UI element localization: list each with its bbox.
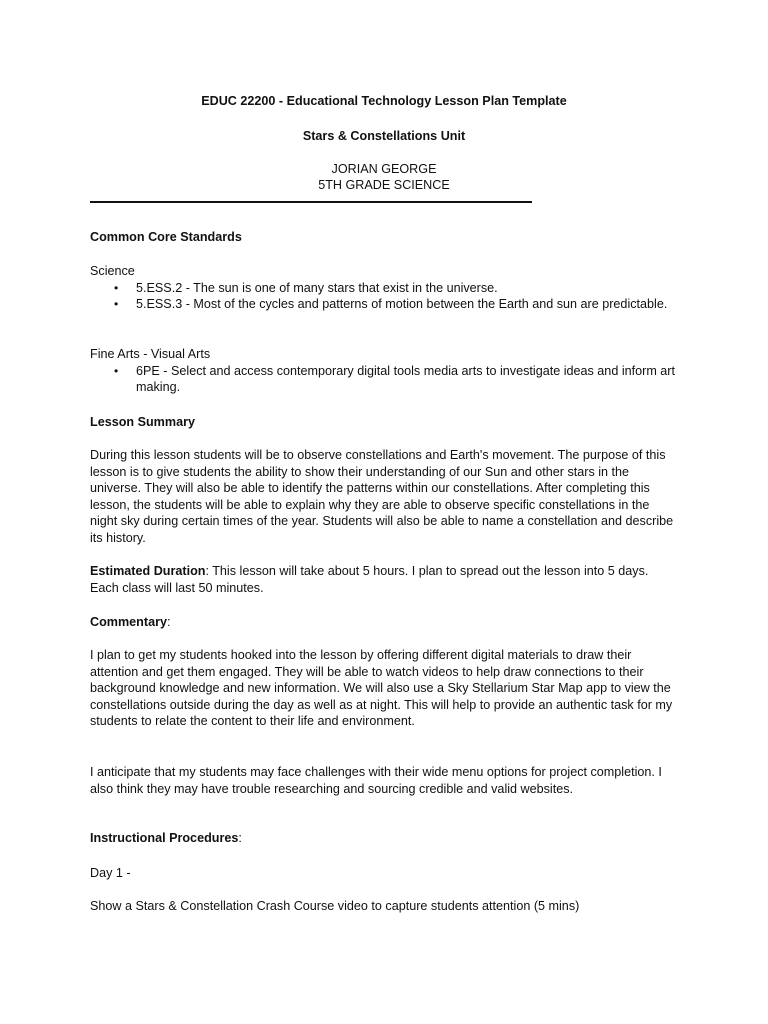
arts-label: Fine Arts - Visual Arts <box>90 347 211 361</box>
bullet-icon: • <box>114 280 119 295</box>
duration-label: Estimated Duration <box>90 564 206 578</box>
duration-paragraph <box>90 563 680 596</box>
procedures-heading-line <box>90 830 680 847</box>
procedure-step: Show a Stars & Constellation Crash Course video to capture students attention (5 mins) <box>90 899 580 913</box>
summary-heading: Lesson Summary <box>90 415 195 429</box>
standard-text: 6PE - Select and access contemporary digital tools media arts to investigate ideas and inform art making. <box>136 363 676 395</box>
bullet-icon: • <box>114 363 119 378</box>
day-label: Day 1 - <box>90 866 131 880</box>
header-divider <box>90 201 532 203</box>
standard-text: 5.ESS.3 - Most of the cycles and patterns of motion between the Earth and sun are predictable. <box>136 297 668 312</box>
grade-subject: 5TH GRADE SCIENCE <box>318 178 450 192</box>
arts-standards <box>90 346 680 396</box>
duration-text: : This lesson will take about 5 hours. I plan to spread out the lesson into 5 days. Each class will last 50 minutes. <box>90 564 649 595</box>
standard-text: 5.ESS.2 - The sun is one of many stars that exist in the universe. <box>136 280 498 295</box>
unit-title: Stars & Constellations Unit <box>302 129 466 143</box>
procedures-heading: Instructional Procedures <box>90 831 239 845</box>
bullet-icon: • <box>114 297 119 312</box>
arts-list <box>90 363 680 396</box>
science-label: Science <box>90 264 135 278</box>
commentary-heading: Commentary <box>90 615 167 629</box>
science-list <box>90 280 680 313</box>
commentary-paragraph-2: I anticipate that my students may face challenges with their wide menu options for project completion. I also think they may have trouble researching and sourcing credible and valid websites. <box>90 765 662 796</box>
list-item <box>90 280 680 297</box>
summary-body: During this lesson students will be to observe constellations and Earth's movement. The purpose of this lesson is to give students the ability to show their understanding of our Sun and other stars in the universe. They will also be able to identify the patterns within our constellations. After completing this lesson, the students will be able to explain why they are able to observe specific constellations in the night sky during certain times of the year. Students will also be able to name a constellation and describe its history. <box>90 448 674 545</box>
course-title: EDUC 22200 - Educational Technology Lesson Plan Template <box>201 94 567 108</box>
commentary-colon: : <box>166 615 171 629</box>
science-standards <box>90 263 680 313</box>
procedures-colon: : <box>238 831 242 845</box>
list-item <box>90 296 680 313</box>
commentary-heading-line <box>90 614 680 631</box>
commentary-paragraph-1: I plan to get my students hooked into the lesson by offering different digital materials to draw their attention and get them engaged. They will be able to watch videos to help draw connections to their background knowledge and new information. We will also use a Sky Stellarium Star Map app to view the constellations outside during the day as well as at night. This will help to provide an authentic task for my students to relate the content to their life and environment. <box>90 648 673 729</box>
list-item <box>90 363 680 396</box>
standards-heading: Common Core Standards <box>90 230 242 244</box>
author-name: JORIAN GEORGE <box>331 162 437 176</box>
